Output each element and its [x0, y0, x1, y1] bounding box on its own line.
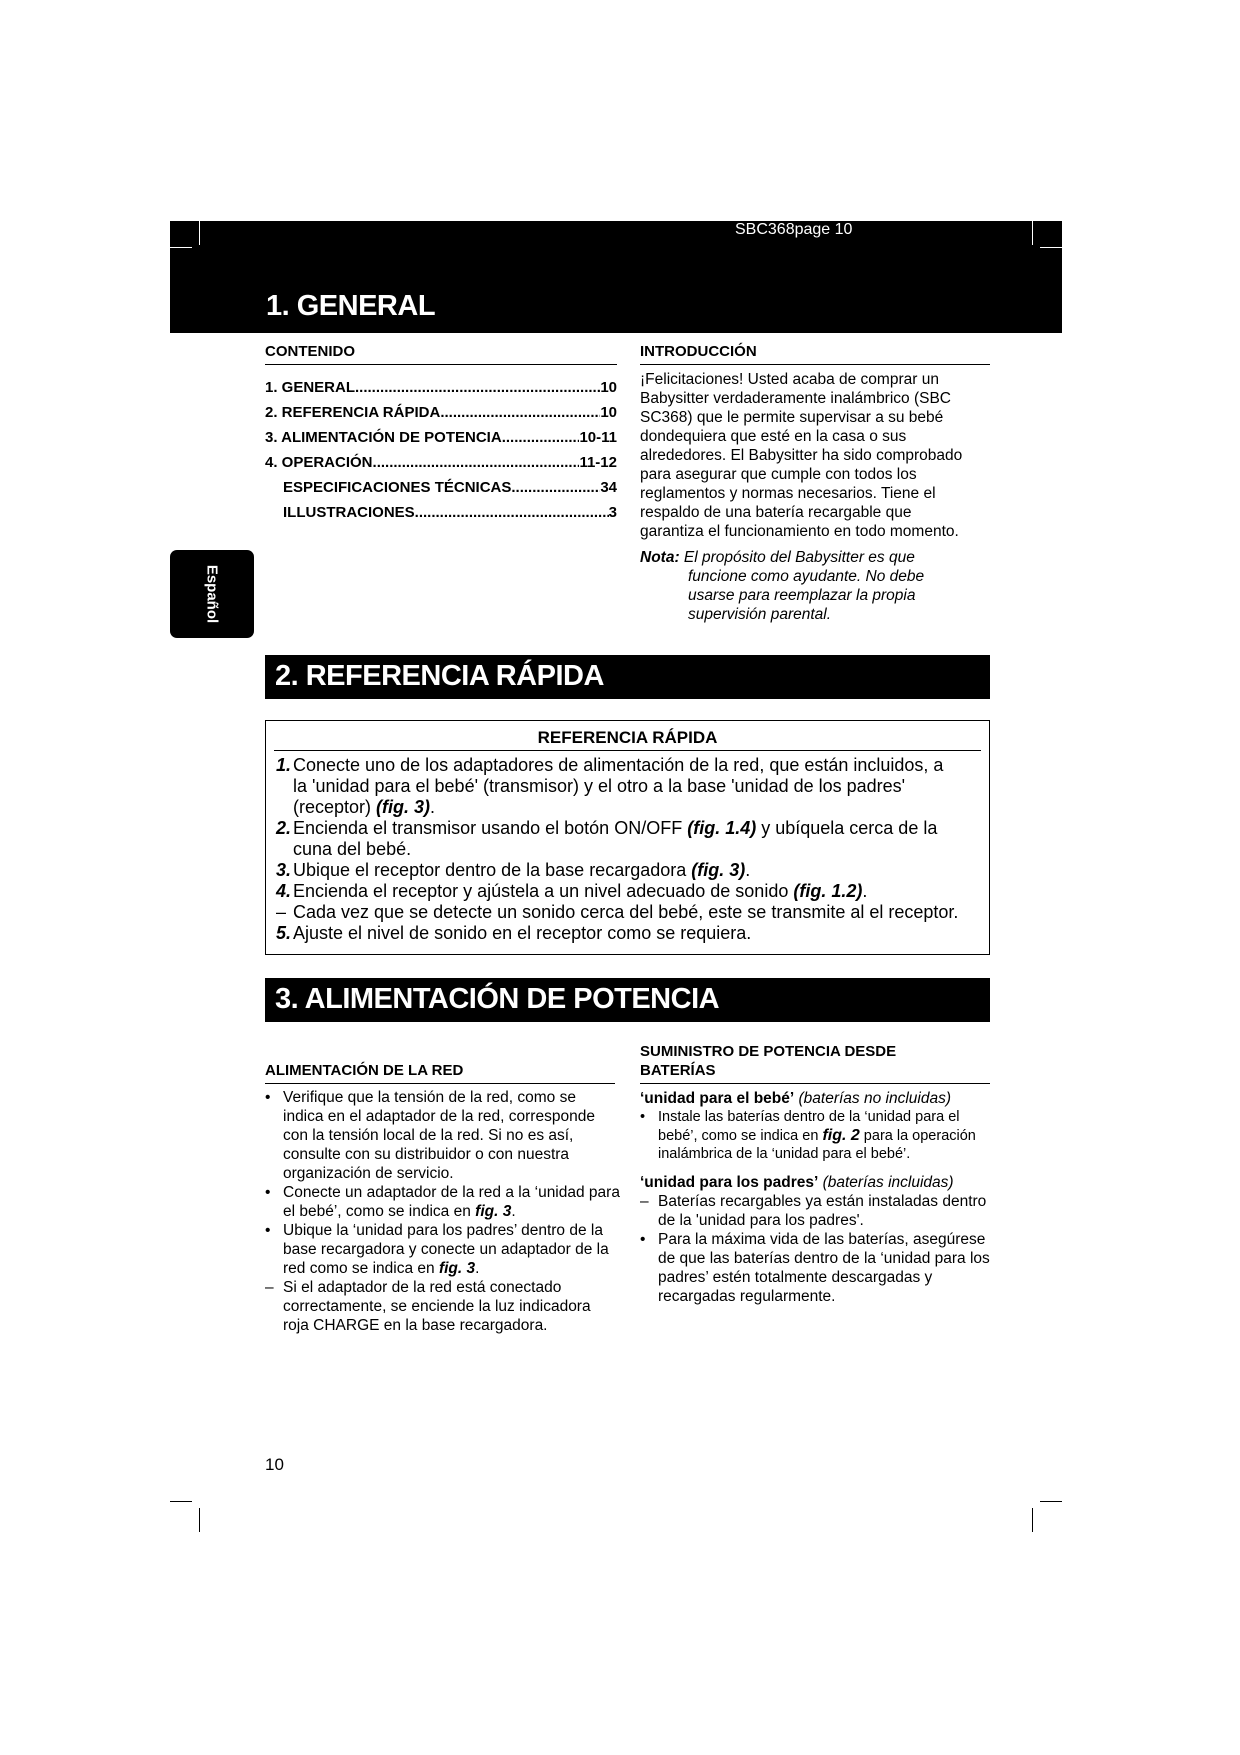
bullet: • [265, 1222, 271, 1239]
text-fragment: y ubíquela cerca de la [756, 818, 938, 838]
section-title-general: 1. GENERAL [266, 290, 436, 322]
text-line: cuna del bebé. [293, 839, 412, 859]
header-note: SBC368page 10 [735, 221, 853, 238]
section-title-referencia: 2. REFERENCIA RÁPIDA [275, 660, 604, 692]
toc-item[interactable]: 4. OPERACIÓN ..... 11-12 [265, 450, 617, 475]
text-line: supervisión parental. [688, 606, 832, 623]
crop-mark [1040, 247, 1062, 248]
text-line: la 'unidad para el bebé' (transmisor) y el otro a la base 'unidad de los padres' [293, 776, 906, 796]
bullet: • [265, 1089, 271, 1106]
list-text: Si el adaptador de la red está conectado correctamente, se enciende la luz indicadora roja CHARGE en la base recargadora. [283, 1279, 591, 1334]
text-line: funcione como ayudante. No debe [688, 568, 925, 585]
contenido-heading: CONTENIDO [265, 343, 355, 360]
text-fragment: . [430, 797, 436, 817]
bullet: • [265, 1184, 271, 1201]
text-line: Conecte uno de los adaptadores de alimentación de la red, que están incluidos, a [293, 755, 944, 775]
toc-item[interactable]: 3. ALIMENTACIÓN DE POTENCIA ..... 10-11 [265, 425, 617, 450]
text-fragment: . [862, 881, 868, 901]
dash: – [265, 1279, 274, 1296]
figure-ref[interactable]: fig. 3 [438, 1260, 476, 1277]
introduccion-text [640, 370, 995, 541]
text-line: reglamentos y normas necesarios. Tiene el [640, 485, 936, 502]
list-item [265, 1183, 620, 1221]
figure-ref[interactable]: (fig. 1.2) [793, 881, 863, 901]
divider [640, 1083, 990, 1084]
nota-label: Nota: [640, 549, 680, 566]
text-line: Ajuste el nivel de sonido en el receptor como se requiera. [293, 923, 752, 943]
box-title: REFERENCIA RÁPIDA [537, 728, 718, 747]
section-title-alimentacion: 3. ALIMENTACIÓN DE POTENCIA [275, 983, 720, 1015]
step-number: 2. [276, 818, 292, 838]
text-line: Encienda el transmisor usando el botón ON/OFF [293, 818, 688, 838]
figure-ref[interactable]: (fig. 1.4) [687, 818, 757, 838]
text-line: Encienda el receptor y ajústela a un nivel adecuado de sonido [293, 881, 794, 901]
text-line: ¡Felicitaciones! Usted acaba de comprar un [640, 371, 939, 388]
list-text: Instale las baterías dentro de la ‘unidad para el bebé’, como se indica en [658, 1109, 960, 1144]
toc-item[interactable]: ILLUSTRACIONES ..... 3 [265, 500, 617, 525]
red-heading: ALIMENTACIÓN DE LA RED [265, 1062, 464, 1079]
text-line: (receptor) [293, 797, 377, 817]
step-item [276, 923, 981, 944]
list-text: Verifique que la tensión de la red, como se indica en el adaptador de la red, corresponde con la tensión local de la red. Si no es así, consulte con su distribuidor o con nuestra organización de servicio. [283, 1089, 595, 1182]
heading-line: SUMINISTRO DE POTENCIA DESDE [640, 1043, 897, 1060]
list-item [265, 1088, 620, 1183]
list-item [640, 1108, 992, 1164]
text-line: para asegurar que cumple con todos los [640, 466, 917, 483]
text-fragment: . [511, 1203, 516, 1220]
list-item [640, 1230, 992, 1306]
bullet: • [640, 1109, 646, 1125]
text-fragment: para la operación inalámbrica de la ‘unidad para el bebé’. [658, 1127, 976, 1162]
text-line: usarse para reemplazar la propia [688, 587, 916, 604]
list-text: Ubique la ‘unidad para los padres’ dentro de la base recargadora y conecte un adaptador de la red como se indica en [283, 1222, 609, 1277]
crop-mark [199, 1508, 200, 1532]
step-number: 1. [276, 755, 292, 775]
red-list [265, 1088, 620, 1335]
step-item [276, 902, 981, 923]
list-text: Baterías recargables ya están instaladas dentro de la 'unidad para los padres'. [658, 1192, 987, 1229]
subheading-note: (baterías no incluidas) [794, 1090, 951, 1107]
list-item [640, 1192, 992, 1230]
list-text: Para la máxima vida de las baterías, asegúrese de que las baterías dentro de la ‘unidad para los padres’ estén totalmente descargadas y recargadas regularmente. [658, 1230, 990, 1305]
nota-block [640, 548, 990, 624]
text-line: SC368) que le permite supervisar a su bebé [640, 409, 944, 426]
step-item [276, 755, 981, 818]
figure-ref[interactable]: (fig. 3) [691, 860, 746, 880]
text-fragment: . [745, 860, 751, 880]
crop-mark [1040, 1501, 1062, 1502]
step-item [276, 881, 981, 902]
crop-mark [1032, 221, 1033, 245]
text-fragment: . [475, 1260, 480, 1277]
baterias-content [640, 1089, 992, 1306]
divider [640, 364, 990, 365]
step-item [276, 818, 981, 860]
crop-mark [170, 247, 192, 248]
step-number: 3. [276, 860, 292, 880]
figure-ref[interactable]: fig. 2 [822, 1126, 860, 1144]
dash: – [640, 1192, 649, 1210]
section-bar-alimentacion [265, 978, 990, 1022]
divider [265, 1083, 615, 1084]
step-number: 5. [276, 923, 292, 943]
toc-item[interactable]: 1. GENERAL ..... 10 [265, 375, 617, 400]
list-item [265, 1278, 620, 1335]
subheading-note: (baterías incluidas) [818, 1173, 954, 1191]
bullet: • [640, 1230, 646, 1248]
section-bar-referencia [265, 655, 990, 699]
crop-mark [1032, 1508, 1033, 1532]
subheading-bebe: ‘unidad para el bebé’ [640, 1090, 795, 1107]
list-item [265, 1221, 620, 1278]
toc-item[interactable]: ESPECIFICACIONES TÉCNICAS ..... 34 [265, 475, 617, 500]
step-dash: – [276, 902, 287, 922]
step-number: 4. [276, 881, 292, 901]
step-item [276, 860, 981, 881]
figure-ref[interactable]: (fig. 3) [376, 797, 431, 817]
divider [265, 364, 617, 365]
crop-mark [199, 221, 200, 245]
list-text: Conecte un adaptador de la red a la ‘unidad para el bebé’, como se indica en [283, 1184, 620, 1220]
text-line: El propósito del Babysitter es que [683, 549, 915, 566]
text-line: respaldo de una batería recargable que [640, 504, 912, 521]
text-line: dondequiera que esté en la casa o sus [640, 428, 907, 445]
language-tab[interactable] [170, 550, 254, 638]
subheading-padres: ‘unidad para los padres’ [640, 1173, 819, 1191]
crop-mark [170, 1501, 192, 1502]
toc-item[interactable]: 2. REFERENCIA RÁPIDA ..... 10 [265, 400, 617, 425]
text-line: Babysitter verdaderamente inalámbrico (SBC [640, 390, 951, 407]
baterias-heading [640, 1042, 896, 1080]
figure-ref[interactable]: fig. 3 [475, 1203, 512, 1220]
page-number: 10 [265, 1455, 284, 1474]
text-line: alrededores. El Babysitter ha sido comprobado [640, 447, 963, 464]
introduccion-heading: INTRODUCCIÓN [640, 343, 757, 360]
table-of-contents [265, 375, 617, 525]
text-line: Ubique el receptor dentro de la base recargadora [293, 860, 692, 880]
quick-reference-box [265, 720, 990, 955]
language-tab-label: Español [203, 564, 221, 624]
text-line: Cada vez que se detecte un sonido cerca del bebé, este se transmite al el receptor. [293, 902, 959, 922]
heading-line: BATERÍAS [640, 1062, 716, 1079]
text-line: garantiza el funcionamiento en todo momento. [640, 523, 959, 540]
